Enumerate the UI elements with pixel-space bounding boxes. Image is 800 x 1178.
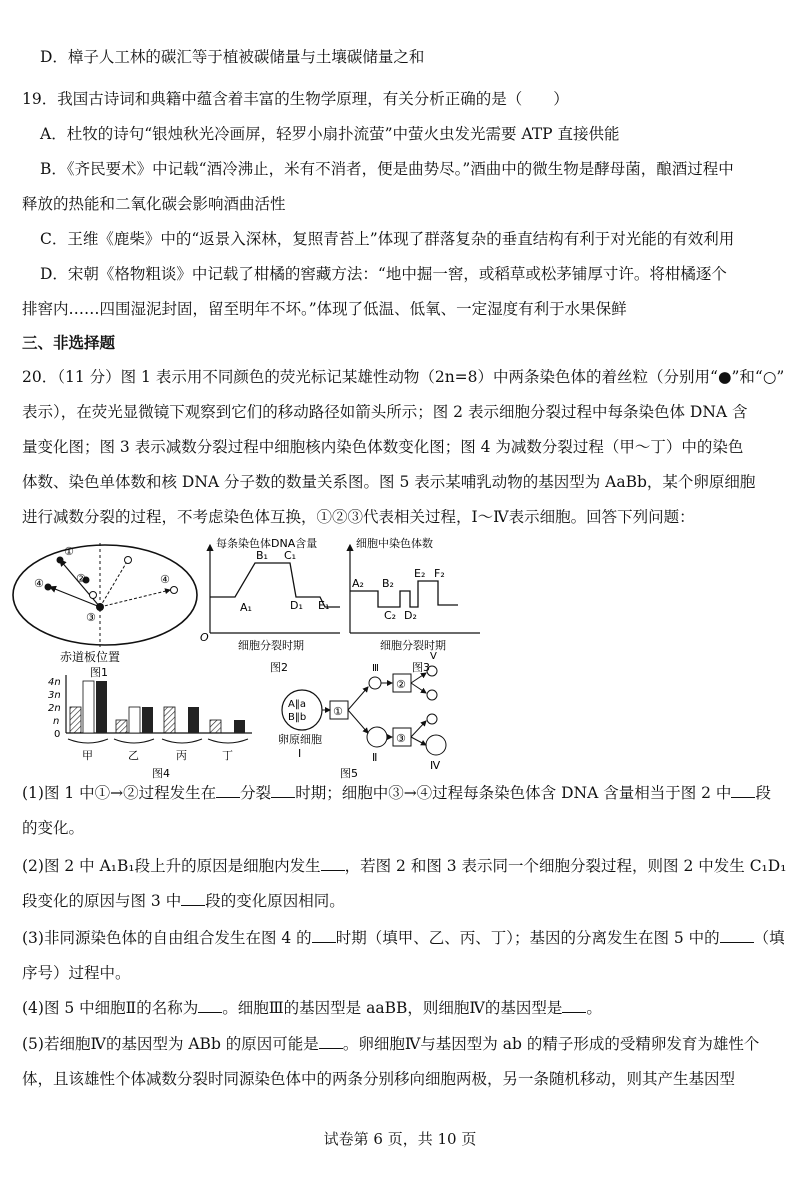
- q20-part1-line2: 的变化。: [22, 819, 85, 837]
- answer-blank[interactable]: [198, 998, 222, 1013]
- fig4-ytick: 0: [54, 729, 61, 740]
- fig4-category: 乙: [128, 749, 139, 762]
- answer-blank[interactable]: [321, 856, 345, 871]
- fig4-bar: [129, 707, 140, 733]
- fig3-curve: [350, 581, 458, 607]
- q20-part2-line1: [22, 856, 786, 876]
- figure-1: [13, 543, 197, 679]
- fig3-point: F₂: [434, 567, 445, 580]
- answer-blank[interactable]: [720, 928, 754, 943]
- q20-stem-line4: 体数、染色单体数和核 DNA 分子数的数量关系图。图 5 表示某哺乳动物的基因型为 AaBb，某个卵原细胞: [22, 473, 756, 491]
- fig4-brackets: [68, 739, 248, 743]
- q20-part3-line2: 序号）过程中。: [22, 964, 131, 982]
- fig5-arrow: [411, 673, 426, 683]
- q20-stem-line2: 表示），在荧光显微镜下观察到它们的移动路径如箭头所示；图 2 表示细胞分裂过程中每条染色体 DNA 含: [22, 403, 748, 421]
- fig4-caption: 图4: [152, 767, 170, 780]
- fig5-arrow: [411, 721, 426, 737]
- fig5-cell-label: 卵原细胞: [278, 733, 322, 746]
- text: 。: [586, 999, 602, 1017]
- fig5-genes-top: A‖a: [288, 699, 306, 710]
- fig4-category: 丁: [222, 749, 233, 762]
- fig2-point: D₁: [290, 599, 303, 612]
- path-arrow-3: [100, 590, 170, 607]
- q20-stem-line3: 量变化图；图 3 表示减数分裂过程中细胞核内染色体数变化图；图 4 为减数分裂过程（甲～丁）中的染色: [22, 438, 744, 456]
- fig3-ylabel: 细胞中染色体数: [356, 537, 433, 550]
- fig4-bar: [164, 707, 175, 733]
- text: (1)图 1 中①→②过程发生在: [22, 784, 217, 802]
- cell-outline: [13, 545, 197, 645]
- fig5-step: ①: [333, 705, 343, 718]
- polar-body: [427, 714, 437, 724]
- q19-option-c: C．王维《鹿柴》中的“返景入深林，复照青苔上”体现了群落复杂的垂直结构有利于对光能的有效利用: [40, 230, 735, 248]
- answer-blank[interactable]: [216, 783, 240, 798]
- text: 段变化的原因与图 3 中: [22, 892, 182, 910]
- q20-stem-line1: 20．（11 分）图 1 表示用不同颜色的荧光标记某雄性动物（2n=8）中两条染色体的着丝粒（分别用“●”和“○”: [22, 368, 785, 386]
- path-arrow-4: [100, 560, 128, 607]
- q19-stem: 19．我国古诗词和典籍中蕴含着丰富的生物学原理，有关分析正确的是（ ）: [22, 90, 569, 108]
- text: （填: [753, 929, 785, 947]
- q19-option-d-line2: 排窖内……四围湿泥封固，留至明年不坏。”体现了低温、低氧、一定湿度有利于水果保鲜: [22, 300, 627, 318]
- q20-part5-line1: [22, 1034, 759, 1054]
- fig5-step: ②: [396, 678, 406, 691]
- fig1-mark: ②: [76, 572, 86, 585]
- fig5-step: ③: [396, 732, 406, 745]
- fig5-cell: Ⅲ: [372, 663, 379, 674]
- text: 段: [755, 784, 771, 802]
- answer-blank[interactable]: [312, 928, 336, 943]
- q19-option-b-line2: 释放的热能和二氧化碳会影响酒曲活性: [22, 195, 286, 213]
- fig2-point: B₁: [256, 549, 268, 562]
- fig3-xlabel: 细胞分裂时期: [380, 639, 446, 652]
- text: 段的变化原因相同。: [205, 892, 345, 910]
- fig5-genes-bottom: B‖b: [288, 712, 307, 723]
- fig3-point: B₂: [382, 577, 394, 590]
- q20-part4: [22, 998, 602, 1018]
- fig2-point: E₁: [318, 599, 330, 612]
- centromere-circle: [90, 592, 97, 599]
- answer-blank[interactable]: [181, 891, 205, 906]
- fig4-bar: [188, 707, 199, 733]
- fig2-point: C₁: [284, 549, 297, 562]
- q19-option-d-line1: D．宋朝《格物粗谈》中记载了柑橘的窖藏方法：“地中掘一窖，或稻草或松茅铺厚寸许。将柑橘逐个: [40, 265, 727, 283]
- fig3-point: D₂: [404, 609, 417, 622]
- fig5-cell: Ⅴ: [430, 651, 437, 662]
- fig4-ytick: 4n: [48, 677, 61, 688]
- fig4-bar: [234, 720, 245, 733]
- centromere-dot: [57, 557, 64, 564]
- figure-4: [48, 675, 252, 780]
- q20-part3-line1: [22, 928, 785, 948]
- fig4-bar: [96, 681, 107, 733]
- fig2-ylabel: 每条染色体DNA含量: [216, 537, 318, 550]
- answer-blank[interactable]: [271, 783, 295, 798]
- text: 分裂: [240, 784, 272, 802]
- text: (4)图 5 中细胞Ⅱ的名称为: [22, 999, 199, 1017]
- page-footer: 试卷第 6 页，共 10 页: [323, 1130, 477, 1148]
- fig1-caption: 图1: [90, 666, 108, 679]
- fig4-bar: [116, 720, 127, 733]
- fig4-ytick: n: [53, 716, 60, 727]
- q20-stem-line5: 进行减数分裂的过程，不考虑染色体互换，①②③代表相关过程，Ⅰ～Ⅳ表示细胞。回答下列问题：: [22, 508, 695, 526]
- fig2-origin: O: [200, 631, 209, 644]
- fig5-caption: 图5: [340, 767, 358, 780]
- fig5-cell: Ⅳ: [430, 759, 441, 772]
- fig5-arrow: [348, 710, 368, 733]
- centromere-circle: [171, 587, 178, 594]
- section-title: 三、非选择题: [22, 334, 116, 352]
- figures-area: [0, 535, 800, 785]
- fig4-bar: [142, 707, 153, 733]
- fig2-xlabel: 细胞分裂时期: [238, 639, 304, 652]
- text: 时期；细胞中③→④过程每条染色体含 DNA 含量相当于图 2 中: [295, 784, 732, 802]
- q19-option-b-line1: B．《齐民要术》中记载“酒冷沸止，米有不消者，便是曲势尽。”酒曲中的微生物是酵母菌，酿酒过程中: [40, 160, 734, 178]
- fig4-category: 甲: [82, 749, 93, 762]
- fig3-caption: 图3: [412, 661, 430, 674]
- fig1-mark: ④: [34, 577, 44, 590]
- fig5-arrow: [348, 687, 368, 710]
- cell-III: [369, 677, 381, 689]
- fig5-cell: Ⅱ: [372, 751, 378, 764]
- fig5-cell-num: Ⅰ: [298, 747, 302, 760]
- answer-blank[interactable]: [731, 783, 755, 798]
- fig4-ytick: 2n: [48, 703, 61, 714]
- q20-part5-line2: 体，且该雄性个体减数分裂时同源染色体中的两条分别移向细胞两极，另一条随机移动，则其产生基因型: [22, 1070, 736, 1088]
- text: 时期（填甲、乙、丙、丁）；基因的分离发生在图 5 中的: [335, 929, 720, 947]
- fig4-category: 丙: [176, 749, 187, 762]
- q20-part2-line2: [22, 891, 345, 911]
- fig3-point: C₂: [384, 609, 397, 622]
- egg-cell-IV: [426, 735, 446, 755]
- figure-2: [200, 536, 340, 674]
- text: ，若图 2 和图 3 表示同一个细胞分裂过程，则图 2 中发生 C₁D₁: [344, 857, 787, 875]
- oogonium-cell: [282, 690, 322, 730]
- cell-II: [367, 727, 387, 747]
- centromere-dot: [96, 603, 104, 611]
- fig1-mark: ①: [64, 545, 74, 558]
- centromere-circle: [125, 557, 132, 564]
- fig2-point: A₁: [240, 601, 252, 614]
- fig5-arrow: [411, 683, 426, 693]
- fig1-label: 赤道板位置: [60, 650, 121, 664]
- q18-option-d: D．樟子人工林的碳汇等于植被碳储量与土壤碳储量之和: [40, 48, 425, 66]
- q20-part1-line1: [22, 783, 771, 803]
- text: 。细胞Ⅲ的基因型是 aaBB，则细胞Ⅳ的基因型是: [222, 999, 563, 1017]
- figure-3: [350, 536, 480, 674]
- answer-blank[interactable]: [562, 998, 586, 1013]
- fig4-bar: [210, 720, 221, 733]
- fig2-caption: 图2: [270, 661, 288, 674]
- fig1-mark: ③: [86, 611, 96, 624]
- fig5-arrow: [411, 737, 426, 745]
- fig4-bar: [83, 681, 94, 733]
- text: (3)非同源染色体的自由组合发生在图 4 的: [22, 929, 312, 947]
- text: 。卵细胞Ⅳ与基因型为 ab 的精子形成的受精卵发育为雄性个: [342, 1035, 760, 1053]
- fig3-point: A₂: [352, 577, 364, 590]
- fig4-ytick: 3n: [48, 690, 61, 701]
- text: (2)图 2 中 A₁B₁段上升的原因是细胞内发生: [22, 857, 321, 875]
- fig1-mark: ④: [160, 573, 170, 586]
- polar-body: [427, 690, 437, 700]
- q19-option-a: A．杜牧的诗句“银烛秋光冷画屏，轻罗小扇扑流萤”中萤火虫发光需要 ATP 直接供能: [40, 125, 620, 143]
- answer-blank[interactable]: [319, 1034, 343, 1049]
- fig3-point: E₂: [414, 567, 426, 580]
- fig4-bar: [70, 707, 81, 733]
- text: (5)若细胞Ⅳ的基因型为 ABb 的原因可能是: [22, 1035, 319, 1053]
- centromere-dot: [45, 584, 52, 591]
